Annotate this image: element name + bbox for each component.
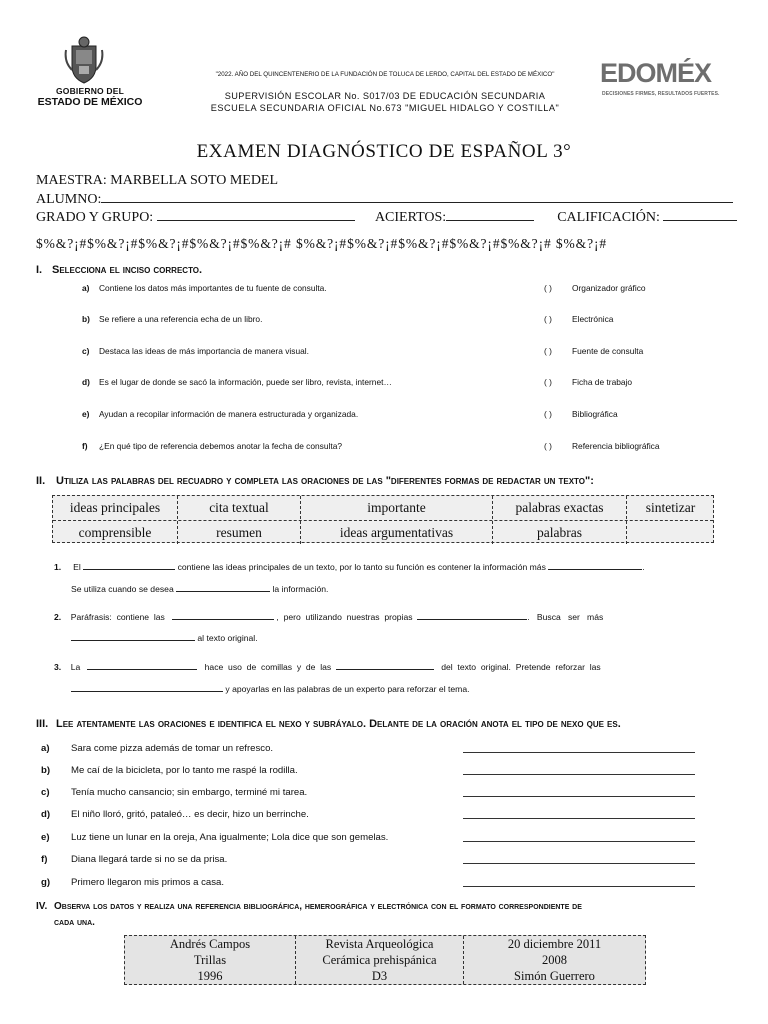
fill-blank[interactable] [336, 661, 434, 670]
sentence-text: Paráfrasis: contiene las [70, 612, 165, 622]
table-cell: Simón Guerrero [514, 969, 595, 983]
section1-heading [36, 264, 202, 276]
list-item [36, 441, 728, 455]
item-text: Me caí de la bicicleta, por lo tanto me raspé la rodilla. [71, 765, 298, 776]
final-grade-field[interactable] [663, 209, 737, 221]
word-bank-cell: sintetizar [626, 496, 714, 519]
item-letter: c) [82, 346, 90, 356]
sentence-1-line-2 [71, 583, 328, 594]
sentence-text: del texto original. Pretende reforzar las [441, 662, 601, 672]
list-item [36, 765, 728, 779]
section4-number: IV. [36, 901, 48, 912]
option-text: Organizador gráfico [572, 283, 646, 293]
item-text: Luz tiene un lunar en la oreja, Ana igualmente; Lola dice que son gemelas. [71, 832, 389, 843]
sentence-text: al texto original. [197, 633, 258, 643]
item-letter: g) [41, 877, 51, 888]
item-letter: a) [41, 743, 50, 754]
option-text: Electrónica [572, 314, 614, 324]
list-item [36, 787, 728, 801]
table-column [463, 936, 645, 984]
section2-title: Utiliza las palabras del recuadro y completa las oraciones de las "diferentes formas de redactar un texto": [56, 475, 594, 487]
answer-line[interactable] [463, 774, 695, 775]
gov-logo-line1: GOBIERNO DEL [55, 86, 125, 96]
table-column [125, 936, 295, 984]
table-cell: 2008 [542, 953, 567, 967]
item-text: Ayudan a recopilar información de manera estructurada y organizada. [99, 409, 359, 419]
word-bank-cell: resumen [177, 521, 300, 544]
final-grade-label: CALIFICACIÓN: [557, 210, 660, 225]
item-letter: f) [82, 441, 88, 451]
item-text: ¿En qué tipo de referencia debemos anotar la fecha de consulta? [99, 441, 343, 451]
coat-of-arms-icon [64, 36, 104, 84]
word-bank-cell: ideas argumentativas [300, 521, 492, 544]
sentence-text: y apoyarlas en las palabras de un experto para reforzar el tema. [225, 684, 470, 694]
edomex-wordmark-a: EDOM [600, 58, 677, 88]
table-cell: Revista Arqueológica [325, 937, 434, 951]
score-field[interactable] [446, 209, 534, 221]
sentence-text: Se utiliza cuando se desea [71, 584, 174, 594]
answer-slot[interactable]: ( ) [544, 314, 552, 324]
school-line: ESCUELA SECUNDARIA OFICIAL No.673 "MIGUEL HIDALGO Y COSTILLA" [210, 103, 560, 113]
sentence-3-line-1 [54, 661, 601, 672]
list-item [36, 809, 728, 823]
item-letter: d) [82, 377, 90, 387]
item-letter: c) [41, 787, 50, 798]
sentence-number: 2. [54, 612, 62, 622]
list-item [36, 283, 728, 297]
section2-heading [36, 475, 594, 487]
grade-line [36, 209, 737, 226]
answer-slot[interactable]: ( ) [544, 283, 552, 293]
section4-heading [36, 901, 582, 912]
table-cell: D3 [371, 969, 388, 983]
word-bank-row [53, 520, 713, 543]
exam-title: EXAMEN DIAGNÓSTICO DE ESPAÑOL 3° [196, 141, 572, 162]
word-bank-cell: comprensible [78, 525, 152, 540]
option-text: Referencia bibliográfica [572, 441, 660, 451]
section4-title-line1: Observa los datos y realiza una referencia bibliográfica, hemerográfica y electrónica con el formato correspondiente de [54, 901, 582, 912]
sentence-text: hace uso de comillas y de las [204, 662, 332, 672]
answer-slot[interactable]: ( ) [544, 441, 552, 451]
item-text: Se refiere a una referencia echa de un libro. [99, 314, 263, 324]
answer-line[interactable] [463, 818, 695, 819]
fill-blank[interactable] [548, 561, 645, 572]
year-motto: "2022. AÑO DEL QUINCENTENERIO DE LA FUNDACIÓN DE TOLUCA DE LERDO, CAPITAL DEL ESTADO DE MÉXICO" [215, 71, 555, 78]
list-item [36, 877, 728, 891]
edomex-tagline: DECISIONES FIRMES, RESULTADOS FUERTES. [602, 91, 720, 97]
item-text: Diana llegará tarde si no se da prisa. [71, 854, 228, 865]
sentence-number: 3. [54, 662, 62, 672]
reference-data-table [124, 935, 646, 985]
student-name-field[interactable] [101, 191, 733, 203]
item-letter: e) [82, 409, 90, 419]
sentence-text: El [73, 562, 81, 572]
fill-blank[interactable] [172, 611, 274, 620]
edomex-wordmark-b: ÉX [677, 58, 712, 88]
word-bank-cell: palabras exactas [492, 496, 626, 519]
list-item [36, 409, 728, 423]
edomex-logo [600, 58, 734, 100]
gov-logo-line2: ESTADO DE MÉXICO [37, 96, 143, 108]
sentence-text: , pero utilizando nuestras propias [276, 612, 413, 622]
list-item [36, 314, 728, 328]
list-item [36, 377, 728, 391]
table-cell: Trillas [193, 953, 227, 967]
list-item [36, 346, 728, 360]
answer-line[interactable] [463, 752, 695, 753]
list-item [36, 743, 728, 757]
answer-slot[interactable]: ( ) [544, 409, 552, 419]
sentence-text: contiene las ideas principales de un texto, por lo tanto su función es contener la información más [177, 562, 546, 572]
answer-line[interactable] [463, 841, 695, 842]
item-letter: e) [41, 832, 50, 843]
item-text: Tenía mucho cansancio; sin embargo, terminé mi tarea. [71, 787, 308, 798]
fill-blank[interactable] [176, 583, 270, 592]
word-bank-cell: importante [300, 496, 492, 519]
section4-heading-cont: cada una. [54, 917, 95, 928]
section3-title: Lee atentamente las oraciones e identifica el nexo y subráyalo. Delante de la oración anota el tipo de nexo que es. [56, 718, 621, 730]
section1-number: I. [36, 264, 43, 276]
teacher-line: MAESTRA: MARBELLA SOTO MEDEL [36, 173, 279, 188]
fill-blank[interactable] [71, 632, 195, 641]
section3-number: III. [36, 718, 49, 730]
sentence-1-line-1 [54, 561, 645, 572]
list-item [36, 854, 728, 868]
word-bank-row [53, 496, 713, 519]
item-text: Destaca las ideas de más importancia de manera visual. [99, 346, 309, 356]
fill-blank[interactable] [71, 683, 223, 692]
section1-title: Selecciona el inciso correcto. [52, 264, 203, 276]
item-letter: d) [41, 809, 51, 820]
word-bank-cell: palabras [492, 521, 626, 544]
government-logo [34, 36, 146, 108]
sentence-3-line-2 [71, 683, 470, 694]
answer-slot[interactable]: ( ) [544, 346, 552, 356]
item-letter: b) [82, 314, 90, 324]
sentence-number: 1. [54, 562, 62, 572]
table-column [295, 936, 463, 984]
fill-blank[interactable] [83, 561, 175, 570]
section2-number: II. [36, 475, 46, 487]
sentence-2-line-2 [71, 632, 258, 643]
score-label: ACIERTOS: [374, 210, 447, 225]
table-cell: 1996 [197, 969, 223, 983]
table-cell: Andrés Campos [169, 937, 251, 951]
item-text: El niño lloró, gritó, pataleó… es decir, hizo un berrinche. [71, 809, 309, 820]
table-cell: 20 diciembre 2011 [507, 937, 602, 951]
item-text: Sara come pizza además de tomar un refresco. [71, 743, 274, 754]
item-letter: f) [41, 854, 48, 865]
word-bank [52, 495, 714, 543]
sentence-text: la información. [272, 584, 329, 594]
sentence-text: . Busca ser más [527, 612, 604, 622]
answer-line[interactable] [463, 886, 695, 887]
fill-blank[interactable] [417, 611, 527, 620]
item-letter: b) [41, 765, 51, 776]
answer-line[interactable] [463, 863, 695, 864]
edomex-wordmark [600, 58, 711, 89]
word-bank-cell [626, 521, 714, 544]
item-letter: a) [82, 283, 90, 293]
sentence-text: La [70, 662, 81, 672]
grade-group-field[interactable] [157, 209, 355, 221]
word-bank-cell: cita textual [177, 496, 300, 519]
symbol-divider: $%&?¡#$%&?¡#$%&?¡#$%&?¡#$%&?¡# $%&?¡#$%&?¡#$%&?¡#$%&?¡#$%&?¡# $%&?¡# [36, 236, 608, 251]
option-text: Fuente de consulta [572, 346, 644, 356]
answer-line[interactable] [463, 796, 695, 797]
fill-blank[interactable] [87, 661, 197, 670]
sentence-2-line-1 [54, 611, 603, 622]
student-line [36, 191, 733, 208]
word-bank-cell: ideas principales [69, 500, 161, 515]
sentence-text: . [642, 562, 645, 572]
student-label: ALUMNO: [36, 192, 102, 207]
answer-slot[interactable]: ( ) [544, 377, 552, 387]
item-text: Primero llegaron mis primos a casa. [71, 877, 225, 888]
item-text: Contiene los datos más importantes de tu fuente de consulta. [99, 283, 327, 293]
list-item [36, 832, 728, 846]
option-text: Ficha de trabajo [572, 377, 633, 387]
supervision-line: SUPERVISIÓN ESCOLAR No. S017/03 DE EDUCACIÓN SECUNDARIA [224, 91, 546, 101]
item-text: Es el lugar de donde se sacó la información, puede ser libro, revista, internet… [99, 377, 392, 387]
grade-group-label: GRADO Y GRUPO: [36, 210, 154, 225]
section3-heading [36, 718, 621, 730]
option-text: Bibliográfica [572, 409, 618, 419]
table-cell: Cerámica prehispánica [322, 953, 437, 967]
